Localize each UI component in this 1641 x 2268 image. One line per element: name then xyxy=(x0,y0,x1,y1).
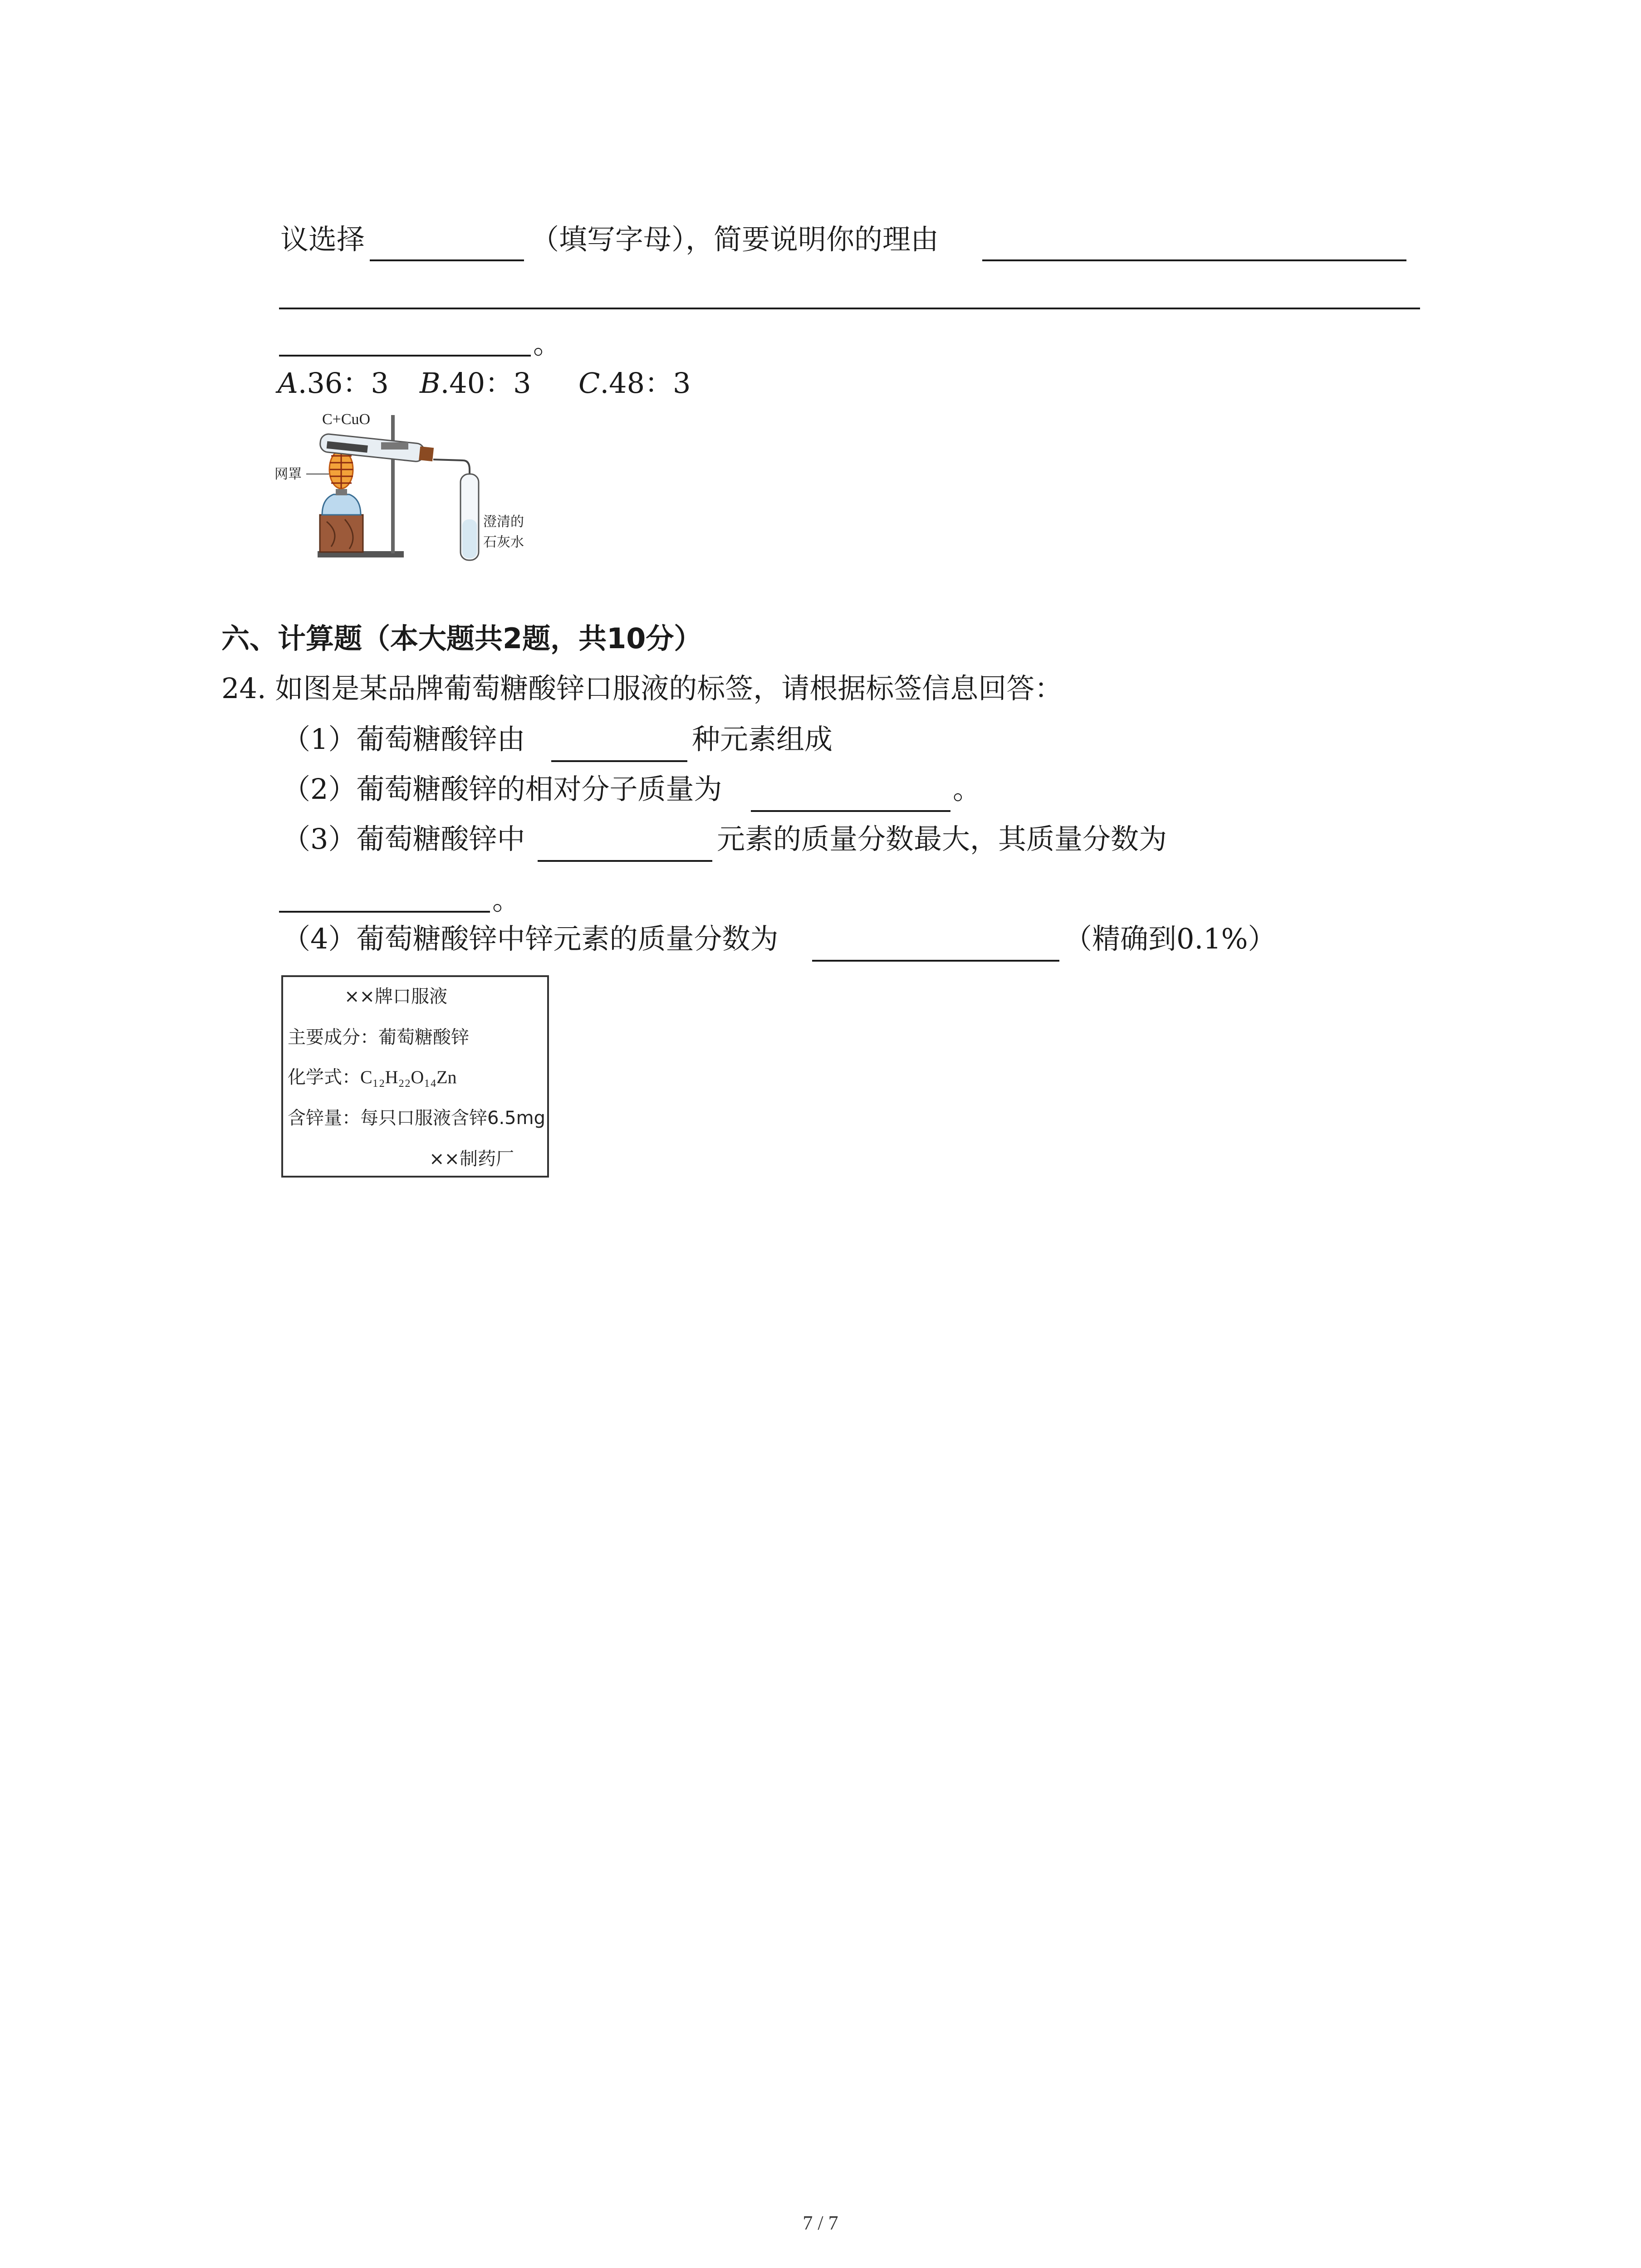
q24-sub3-answer-blank-element[interactable] xyxy=(538,860,712,862)
q23-answer-blank-choice[interactable] xyxy=(370,259,524,261)
product-label-ingredient: 主要成分：葡萄糖酸锌 xyxy=(288,1027,469,1048)
limewater-label-2: 石灰水 xyxy=(483,534,524,550)
q24-sub3-text: （3）葡萄糖酸锌中 xyxy=(282,822,525,855)
q23-option-c: C.48：3 xyxy=(578,367,691,400)
mesh-label: 网罩 xyxy=(274,466,302,482)
q23-option-a: A.36：3 xyxy=(278,367,389,400)
product-label-formula: C₁₂H₂₂O₁₄Zn xyxy=(360,1067,457,1087)
q24-sub4-answer-blank[interactable] xyxy=(812,960,1059,962)
q24-sub3-end: 。 xyxy=(492,883,521,916)
product-label-title: ××牌口服液 xyxy=(344,986,448,1007)
wooden-block xyxy=(320,515,363,552)
q23-line3-end: 。 xyxy=(533,327,562,360)
q24-sub1-suffix: 种元素组成 xyxy=(692,723,833,756)
q23-option-b: B.40：3 xyxy=(420,367,531,400)
q24-sub1-text: （1）葡萄糖酸锌由 xyxy=(282,723,525,756)
product-label-formula-row: 化学式：C₁₂H₂₂O₁₄Zn xyxy=(288,1067,457,1088)
apparatus-figure xyxy=(272,406,563,569)
page-number: 7 / 7 xyxy=(803,2212,838,2234)
q24-sub2-suffix: 。 xyxy=(953,772,981,806)
q23-answer-blank-reason-3[interactable] xyxy=(279,355,531,357)
q24-sub4-text: （4）葡萄糖酸锌中锌元素的质量分数为 xyxy=(282,922,779,955)
clamp xyxy=(381,442,408,450)
q24-sub1-answer-blank[interactable] xyxy=(551,760,687,762)
q23-answer-blank-reason-2[interactable] xyxy=(279,308,1420,309)
limewater-label-1: 澄清的 xyxy=(483,514,524,530)
q24-stem: 24. 如图是某品牌葡萄糖酸锌口服液的标签，请根据标签信息回答： xyxy=(221,672,1063,705)
alcohol-lamp xyxy=(322,494,361,515)
q24-sub2-text: （2）葡萄糖酸锌的相对分子质量为 xyxy=(282,772,722,806)
q24-sub4-suffix: （精确到0.1%） xyxy=(1064,922,1276,955)
product-label-zinc-content: 含锌量：每只口服液含锌6.5mg xyxy=(288,1108,545,1129)
q24-sub3-answer-blank-fraction[interactable] xyxy=(279,911,490,913)
q23-line1-start: 议选择 xyxy=(280,223,365,256)
product-label xyxy=(281,975,549,1178)
section6-title: 六、计算题（本大题共2题，共10分） xyxy=(221,622,702,655)
reactant-label: C+CuO xyxy=(322,411,371,428)
q23-line1-instruction: （填写字母），简要说明你的理由 xyxy=(531,223,939,256)
q24-sub3-middle: 元素的质量分数最大，其质量分数为 xyxy=(717,822,1167,855)
stand-rod xyxy=(391,415,395,553)
product-label-maker: ××制药厂 xyxy=(429,1149,514,1169)
q24-sub2-answer-blank[interactable] xyxy=(751,810,950,812)
q23-answer-blank-reason-1[interactable] xyxy=(982,259,1406,261)
